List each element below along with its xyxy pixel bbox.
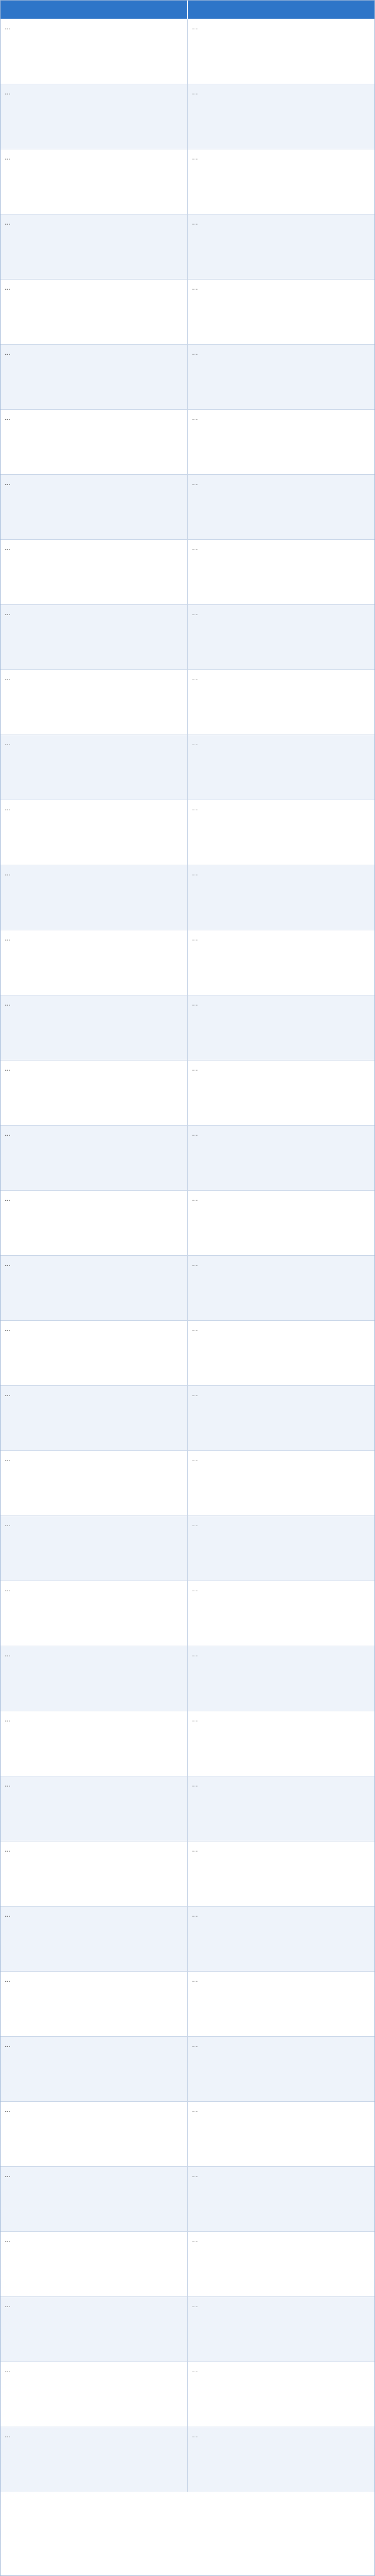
table-row [1, 1971, 374, 2036]
question-cell: … [5, 154, 11, 161]
question-cell: … [5, 1065, 11, 1072]
question-cell: … [5, 89, 11, 96]
table-row [1, 1320, 374, 1385]
table-row [1, 865, 374, 930]
table-row [1, 1776, 374, 1841]
table-row [1, 1841, 374, 1906]
answer-cell: … [187, 1451, 374, 1516]
answer-cell: … [187, 2362, 374, 2427]
table-row [1, 930, 374, 995]
question-cell: … [5, 740, 11, 747]
table-row [1, 2296, 374, 2362]
answer-cell: … [187, 1841, 374, 1906]
answer-cell: … [187, 1256, 374, 1320]
table-header [1, 1, 374, 19]
answer-cell: … [187, 345, 374, 409]
table-row [1, 1516, 374, 1581]
table-row [1, 1125, 374, 1190]
answer-cell: … [187, 1907, 374, 1971]
answer-cell: … [187, 84, 374, 149]
question-cell: … [5, 284, 11, 291]
table-row [1, 19, 374, 84]
question-cell: … [5, 805, 11, 812]
table-row [1, 1906, 374, 1971]
question-cell: … [5, 1326, 11, 1333]
answer-cell: … [187, 865, 374, 930]
question-cell: … [5, 2172, 11, 2179]
answer-cell: … [187, 540, 374, 604]
question-cell: … [5, 1586, 11, 1593]
question-cell: … [5, 2107, 11, 2114]
answer-cell: … [187, 410, 374, 474]
answer-cell: … [187, 1972, 374, 2036]
question-cell: … [5, 870, 11, 877]
answer-cell: … [187, 149, 374, 214]
question-cell: … [5, 1391, 11, 1398]
question-cell: … [5, 2041, 11, 2048]
answer-cell: … [187, 475, 374, 539]
table-row [1, 214, 374, 279]
answer-cell: … [187, 2102, 374, 2166]
table-row [1, 2166, 374, 2231]
table-row [1, 1190, 374, 1255]
question-cell: … [5, 1976, 11, 1983]
table-row [1, 474, 374, 539]
answer-cell: … [187, 214, 374, 279]
answer-cell: … [187, 1126, 374, 1190]
answer-cell: … [187, 930, 374, 995]
table-row [1, 2101, 374, 2166]
table-row [1, 539, 374, 604]
question-cell: … [5, 610, 11, 617]
question-cell: … [5, 349, 11, 356]
question-cell: … [5, 1130, 11, 1137]
answer-cell: … [187, 2037, 374, 2101]
answer-cell: … [187, 19, 374, 84]
question-cell: … [5, 1781, 11, 1788]
table-row [1, 2036, 374, 2101]
table-row [1, 409, 374, 474]
table-row [1, 1711, 374, 1776]
answer-cell: … [187, 1516, 374, 1581]
answer-cell: … [187, 2167, 374, 2231]
table-row [1, 669, 374, 735]
table-row [1, 735, 374, 800]
answer-cell: … [187, 1776, 374, 1841]
table-row [1, 604, 374, 669]
question-cell: … [5, 1000, 11, 1007]
qa-rows [1, 19, 374, 2492]
question-cell: … [5, 2367, 11, 2374]
answer-cell: … [187, 1321, 374, 1385]
table-row [1, 344, 374, 409]
answer-cell: … [187, 2297, 374, 2362]
table-row [1, 1450, 374, 1516]
question-cell: … [5, 1195, 11, 1202]
table-row [1, 1581, 374, 1646]
question-cell: … [5, 1911, 11, 1918]
question-cell: … [5, 545, 11, 552]
question-cell: … [5, 1716, 11, 1723]
table-row [1, 2362, 374, 2427]
question-cell: … [5, 1521, 11, 1528]
question-cell: … [5, 24, 11, 31]
answer-cell: … [187, 735, 374, 800]
answer-cell: … [187, 280, 374, 344]
table-row [1, 995, 374, 1060]
answer-column-header [187, 1, 374, 19]
table-row [1, 279, 374, 344]
answer-cell: … [187, 670, 374, 735]
question-cell: … [5, 2237, 11, 2244]
answer-cell: … [187, 1386, 374, 1450]
answer-cell: … [187, 1191, 374, 1255]
table-row [1, 2231, 374, 2296]
table-row [1, 2427, 374, 2492]
answer-cell: … [187, 2232, 374, 2296]
answer-cell: … [187, 1711, 374, 1776]
answer-cell: … [187, 2427, 374, 2492]
question-cell: … [5, 219, 11, 226]
table-row [1, 84, 374, 149]
answer-cell: … [187, 995, 374, 1060]
question-cell: … [5, 480, 11, 487]
question-column-header [1, 1, 187, 19]
answer-cell: … [187, 800, 374, 865]
question-cell: … [5, 675, 11, 682]
question-cell: … [5, 1846, 11, 1853]
table-row [1, 800, 374, 865]
table-row [1, 149, 374, 214]
question-cell: … [5, 2432, 11, 2439]
table-row [1, 1385, 374, 1450]
table-row [1, 1060, 374, 1125]
question-cell: … [5, 414, 11, 421]
answer-cell: … [187, 1581, 374, 1646]
question-cell: … [5, 2302, 11, 2309]
table-row [1, 1646, 374, 1711]
question-cell: … [5, 1261, 11, 1267]
question-cell: … [5, 935, 11, 942]
answer-cell: … [187, 1646, 374, 1711]
question-cell: … [5, 1456, 11, 1463]
question-cell: … [5, 1651, 11, 1658]
answer-cell: … [187, 605, 374, 669]
answer-cell: … [187, 1060, 374, 1125]
table-row [1, 1255, 374, 1320]
